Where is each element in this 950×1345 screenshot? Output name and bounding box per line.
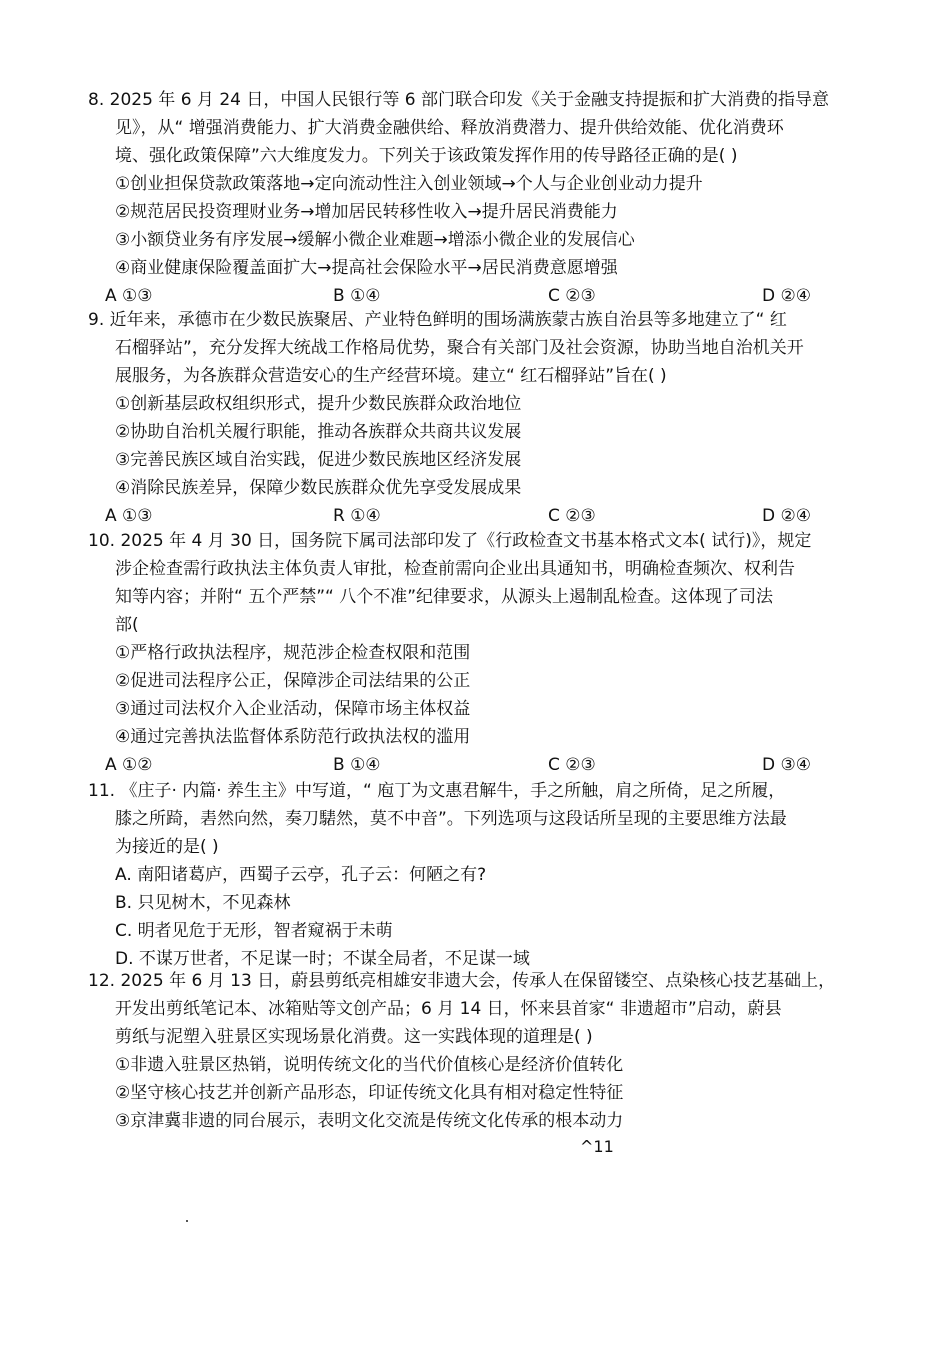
question-stem-line: 开发出剪纸笔记本、冰箱贴等文创产品；6 月 14 日，怀来县首家“ 非遗超市”启动，蔚县 <box>115 999 782 1019</box>
statement-option: ②坚守核心技艺并创新产品形态，印证传统文化具有相对稳定性特征 <box>115 1083 624 1103</box>
statement-option: ③完善民族区域自治实践，促进少数民族地区经济发展 <box>115 450 522 470</box>
question-stem-line: 涉企检查需行政执法主体负责人审批，检查前需向企业出具通知书，明确检查频次、权利告 <box>115 559 795 579</box>
question-stem-line: 知等内容；并附“ 五个严禁”“ 八个不准”纪律要求，从源头上遏制乱检查。这体现了司法 <box>115 587 774 607</box>
answer-choices <box>88 502 878 530</box>
choice-d: D ③④ <box>762 755 811 775</box>
question-stem-line: 8. 2025 年 6 月 24 日，中国人民银行等 6 部门联合印发《关于金融支持提振和扩大消费的指导意 <box>88 90 829 110</box>
choice-a: A ①③ <box>105 506 153 526</box>
question-stem-line: 境、强化政策保障”六大维度发力。下列关于该政策发挥作用的传导路径正确的是( ) <box>115 146 738 166</box>
question-9 <box>88 306 878 530</box>
choice-a: A ①③ <box>105 286 153 306</box>
question-11 <box>88 777 878 973</box>
choice-option: C. 明者见危于无形，智者窥祸于未萌 <box>115 921 393 941</box>
choice-b: R ①④ <box>333 506 381 526</box>
choice-c: C ②③ <box>548 506 596 526</box>
question-10 <box>88 527 878 779</box>
statement-option: ②促进司法程序公正，保障涉企司法结果的公正 <box>115 671 471 691</box>
statement-option: ④通过完善执法监督体系防范行政执法权的滥用 <box>115 727 471 747</box>
question-stem-line: 11. 《庄子· 内篇· 养生主》中写道，“ 庖丁为文惠君解牛，手之所触，肩之所倚，足之所履， <box>88 781 786 801</box>
question-stem-line: 膝之所踦，砉然向然，奏刀騞然，莫不中音”。下列选项与这段话所呈现的主要思维方法最 <box>115 809 787 829</box>
choice-option: B. 只见树木，不见森林 <box>115 893 291 913</box>
question-stem-line: 见》，从“ 增强消费能力、扩大消费金融供给、释放消费潜力、提升供给效能、优化消费环 <box>115 118 784 138</box>
question-12 <box>88 967 878 1135</box>
question-stem-line: 部( <box>115 615 139 635</box>
statement-option: ③小额贷业务有序发展→缓解小微企业难题→增添小微企业的发展信心 <box>115 230 635 250</box>
question-stem-line: 9. 近年来，承德市在少数民族聚居、产业特色鲜明的围场满族蒙古族自治县等多地建立了“ 红 <box>88 310 787 330</box>
choice-b: B ①④ <box>333 286 381 306</box>
question-stem-line: 剪纸与泥塑入驻景区实现场景化消费。这一实践体现的道理是( ) <box>115 1027 593 1047</box>
page-number: ^11 <box>580 1137 614 1156</box>
choice-a: A ①② <box>105 755 153 775</box>
choice-c: C ②③ <box>548 755 596 775</box>
choice-c: C ②③ <box>548 286 596 306</box>
question-stem-line: 12. 2025 年 6 月 13 日，蔚县剪纸亮相雄安非遗大会，传承人在保留镂空、点染核心技艺基础上， <box>88 971 836 991</box>
statement-option: ①非遗入驻景区热销，说明传统文化的当代价值核心是经济价值转化 <box>115 1055 624 1075</box>
choice-option: A. 南阳诸葛庐，西蜀子云亭，孔子云：何陋之有? <box>115 865 487 885</box>
stray-dot <box>186 1220 188 1222</box>
statement-option: ④商业健康保险覆盖面扩大→提高社会保险水平→居民消费意愿增强 <box>115 258 618 278</box>
choice-d: D ②④ <box>762 286 811 306</box>
question-stem-line: 为接近的是( ) <box>115 837 219 857</box>
statement-option: ④消除民族差异，保障少数民族群众优先享受发展成果 <box>115 478 522 498</box>
question-8 <box>88 86 878 310</box>
statement-option: ②协助自治机关履行职能，推动各族群众共商共议发展 <box>115 422 522 442</box>
statement-option: ①创业担保贷款政策落地→定向流动性注入创业领域→个人与企业创业动力提升 <box>115 174 703 194</box>
statement-option: ③通过司法权介入企业活动，保障市场主体权益 <box>115 699 471 719</box>
statement-option: ③京津冀非遗的同台展示，表明文化交流是传统文化传承的根本动力 <box>115 1111 624 1131</box>
question-stem-line: 石榴驿站”，充分发挥大统战工作格局优势，聚合有关部门及社会资源，协助当地自治机关开 <box>115 338 804 358</box>
choice-option: D. 不谋万世者，不足谋一时；不谋全局者，不足谋一域 <box>115 949 530 969</box>
answer-choices <box>88 751 878 779</box>
statement-option: ②规范居民投资理财业务→增加居民转移性收入→提升居民消费能力 <box>115 202 618 222</box>
choice-b: B ①④ <box>333 755 381 775</box>
question-stem-line: 展服务，为各族群众营造安心的生产经营环境。建立“ 红石榴驿站”旨在( ) <box>115 366 667 386</box>
statement-option: ①严格行政执法程序，规范涉企检查权限和范围 <box>115 643 471 663</box>
question-stem-line: 10. 2025 年 4 月 30 日，国务院下属司法部印发了《行政检查文书基本格式文本( 试行)》，规定 <box>88 531 812 551</box>
statement-option: ①创新基层政权组织形式，提升少数民族群众政治地位 <box>115 394 522 414</box>
choice-d: D ②④ <box>762 506 811 526</box>
